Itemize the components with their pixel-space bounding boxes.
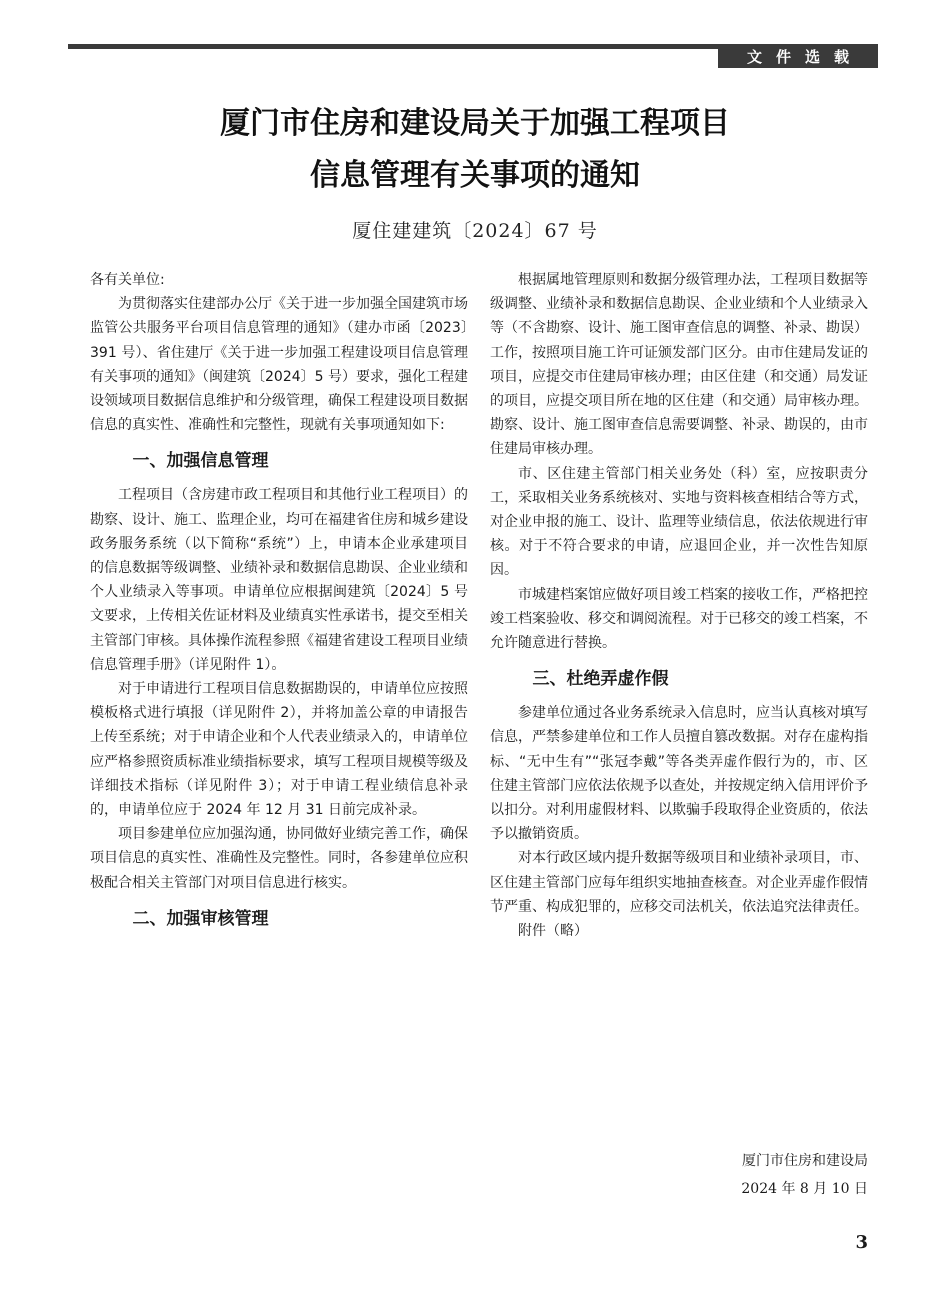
section3-paragraph1: 参建单位通过各业务系统录入信息时，应当认真核对填写信息，严禁参建单位和工作人员擅自篡改数据。对存在虚构指标、“无中生有”“张冠李戴”等各类弄虚作假行为的，市、区住建主管部门应依法依规予以查处，并按规定纳入信用评价予以扣分。对利用虚假材料、以欺骗手段取得企业资质的，依法予以撤销资质。 [490, 705, 868, 843]
section1-paragraph1: 工程项目（含房建市政工程项目和其他行业工程项目）的勘察、设计、施工、监理企业，均可在福建省住房和城乡建设政务服务系统（以下简称“系统”）上，申请本企业承建项目的信息数据等级调整、业绩补录和数据信息勘误、企业业绩和个人业绩录入等事项。申请单位应根据闽建筑〔2024〕5 号文要求，上传相关佐证材料及业绩真实性承诺书，提交至相关主管部门审核。具体操作流程参照《福建省建设工程项目业绩信息管理手册》（详见附件 1）。 [90, 487, 468, 673]
intro-paragraph: 为贯彻落实住建部办公厅《关于进一步加强全国建筑市场监管公共服务平台项目信息管理的通知》（建办市函〔2023〕391 号）、省住建厅《关于进一步加强工程建设项目信息管理有关事项的通知》（闽建筑〔2024〕5 号）要求，强化工程建设领域项目数据信息维护和分级管理，确保工程建设项目数据信息的真实性、准确性和完整性，现就有关事项通知如下: [90, 296, 468, 434]
signature-org: 厦门市住房和建设局 [742, 1153, 868, 1169]
section1-heading: 一、加强信息管理 [132, 451, 269, 472]
section-label: 文件选载 [718, 44, 878, 68]
section1-paragraph3: 项目参建单位应加强沟通，协同做好业绩完善工作，确保项目信息的真实性、准确性及完整性。同时，各参建单位应积极配合相关主管部门对项目信息进行核实。 [90, 826, 468, 891]
greeting: 各有关单位: [90, 272, 165, 288]
section2-heading: 二、加强审核管理 [132, 908, 269, 929]
section2-paragraph2: 市、区住建主管部门相关业务处（科）室，应按职责分工，采取相关业务系统核对、实地与资料核查相结合等方式，对企业申报的施工、设计、监理等业绩信息，依法依规进行审核。对于不符合要求的申请，应退回企业，并一次性告知原因。 [490, 465, 868, 579]
section2-paragraph1: 根据属地管理原则和数据分级管理办法，工程项目数据等级调整、业绩补录和数据信息勘误、企业业绩和个人业绩录入等（不含勘察、设计、施工图审查信息的调整、补录、勘误）工作，按照项目施工许可证颁发部门区分。由市住建局发证的项目，应提交市住建局审核办理；由区住建（和交通）局发证的项目，应提交项目所在地的区住建（和交通）局审核办理。勘察、设计、施工图审查信息需要调整、补录、勘误的，由市住建局审核办理。 [490, 272, 868, 458]
document-title-line2: 信息管理有关事项的通知 [310, 158, 640, 193]
section3-heading: 三、杜绝弄虚作假 [532, 669, 669, 690]
document-number: 厦住建建筑〔2024〕67 号 [352, 220, 598, 242]
document-title-line1: 厦门市住房和建设局关于加强工程项目 [220, 106, 730, 141]
section1-paragraph2: 对于申请进行工程项目信息数据勘误的，申请单位应按照模板格式进行填报（详见附件 2），并将加盖公章的申请报告上传至系统；对于申请企业和个人代表业绩录入的，申请单位应严格参照资质标准业绩指标要求，填写工程项目规模等级及详细技术指标（详见附件 3）；对于申请工程业绩信息补录的，申请单位应于 2024 年 12 月 31 日前完成补录。 [90, 681, 468, 819]
left-column [90, 268, 468, 941]
page-number: 3 [855, 1232, 868, 1253]
section3-paragraph2: 对本行政区域内提升数据等级项目和业绩补录项目，市、区住建主管部门应每年组织实地抽查核查。对企业弄虚作假情节严重、构成犯罪的，应移交司法机关，依法追究法律责任。 [490, 850, 868, 915]
attachment-note: 附件（略） [518, 923, 588, 940]
section2-paragraph3: 市城建档案馆应做好项目竣工档案的接收工作，严格把控竣工档案验收、移交和调阅流程。对于已移交的竣工档案，不允许随意进行替换。 [490, 586, 868, 652]
signature-date: 2024 年 8 月 10 日 [741, 1181, 868, 1197]
right-column [490, 268, 868, 943]
